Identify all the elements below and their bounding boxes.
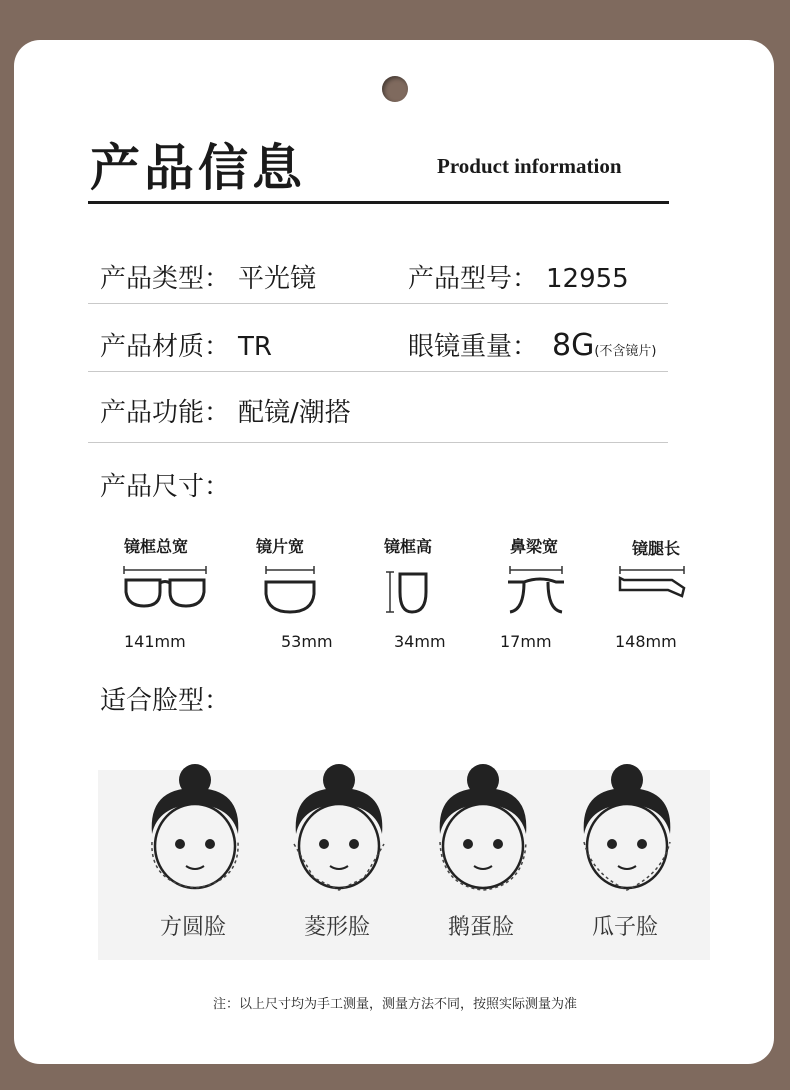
model-field <box>408 258 629 295</box>
page-title: 产品信息 <box>90 138 306 197</box>
dimension-value: 141mm <box>124 632 186 651</box>
title-divider <box>88 201 669 204</box>
dimension-value: 53mm <box>281 632 333 651</box>
product-type-field <box>100 258 316 295</box>
function-label: 产品功能： <box>100 398 231 428</box>
diamond-face-icon <box>284 762 394 892</box>
weight-label: 眼镜重量： <box>408 332 539 362</box>
model-label: 产品型号： <box>408 264 539 294</box>
size-section-label: 产品尺寸： <box>100 472 231 502</box>
lens-width-icon <box>262 566 318 616</box>
dimension-label: 镜腿长 <box>632 539 681 558</box>
product-type-value: 平光镜 <box>238 264 317 294</box>
face-shape-label: 瓜子脸 <box>592 915 659 940</box>
face-shape-label: 方圆脸 <box>160 915 227 940</box>
dimension-value: 17mm <box>500 632 552 651</box>
model-value: 12955 <box>546 264 629 294</box>
temple-length-icon <box>616 566 688 602</box>
face-shape-label: 菱形脸 <box>304 915 371 940</box>
weight-note: (不含镜片) <box>594 344 657 359</box>
heart-face-icon <box>572 762 682 892</box>
hang-hole <box>382 76 408 102</box>
lens-height-icon <box>386 568 432 618</box>
face-shape-label: 鹅蛋脸 <box>448 915 515 940</box>
row-divider <box>88 442 668 443</box>
face-section-label: 适合脸型： <box>100 686 231 716</box>
dimension-label: 镜片宽 <box>256 537 305 556</box>
dimension-value: 34mm <box>394 632 446 651</box>
round-face-icon <box>140 762 250 892</box>
page-subtitle: Product information <box>437 154 622 178</box>
row-divider <box>88 371 668 372</box>
bridge-width-icon <box>506 566 566 616</box>
row-divider <box>88 303 668 304</box>
glasses-front-icon <box>120 566 210 610</box>
dimension-label: 镜框高 <box>384 537 433 556</box>
function-field <box>100 392 351 429</box>
dimension-value: 148mm <box>615 632 677 651</box>
material-value: TR <box>238 332 272 362</box>
dimension-label: 鼻梁宽 <box>510 537 559 556</box>
oval-face-icon <box>428 762 538 892</box>
footer-note: 注：以上尺寸均为手工测量，测量方法不同，按照实际测量为准 <box>212 997 577 1012</box>
material-field <box>100 326 272 363</box>
material-label: 产品材质： <box>100 332 231 362</box>
function-value: 配镜/潮搭 <box>238 398 351 428</box>
weight-field <box>408 326 657 363</box>
weight-value: 8G <box>552 328 595 363</box>
dimension-label: 镜框总宽 <box>124 537 189 556</box>
product-type-label: 产品类型： <box>100 264 231 294</box>
